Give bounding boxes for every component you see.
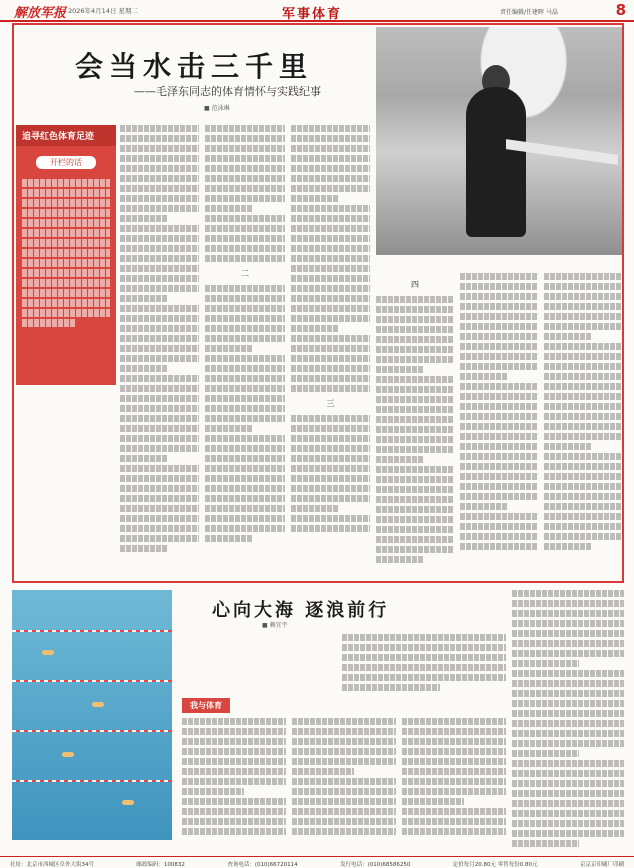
footer-post: 邮政编码：100832 bbox=[136, 862, 185, 868]
text-column bbox=[342, 634, 506, 694]
text-column bbox=[291, 125, 370, 575]
text-column bbox=[460, 273, 538, 573]
swimming-pool-photo bbox=[12, 590, 172, 840]
text-column bbox=[182, 718, 286, 838]
newspaper-logo: 解放军报 bbox=[14, 6, 67, 21]
footer-printer: 京京京印刷厂印刷 bbox=[579, 862, 624, 868]
section-mark: 四 bbox=[411, 280, 419, 289]
text-column bbox=[292, 718, 396, 838]
table-tennis-photo bbox=[376, 27, 622, 255]
text-column bbox=[376, 273, 454, 573]
text-column bbox=[120, 125, 199, 575]
footer-address: 社址：北京市西城区阜外大街34号 bbox=[10, 862, 94, 868]
main-feature bbox=[12, 23, 624, 583]
section-mark: 三 bbox=[326, 399, 335, 408]
page-number: 8 bbox=[615, 1, 626, 19]
page-footer bbox=[0, 856, 634, 868]
sidebar-badge: 开栏的话 bbox=[36, 156, 96, 169]
masthead bbox=[0, 0, 634, 22]
second-article-lede bbox=[342, 634, 506, 694]
article-body-left bbox=[120, 125, 370, 575]
second-article-title: 心向大海 逐浪前行 bbox=[212, 600, 390, 621]
second-article-body bbox=[182, 718, 506, 838]
article-title: 会当水击三千里 bbox=[74, 50, 313, 83]
article-body-right bbox=[376, 273, 622, 573]
second-feature bbox=[12, 590, 506, 852]
text-column bbox=[205, 125, 284, 575]
article-byline: ■ 范泳琳 bbox=[204, 105, 230, 112]
footer-phone: 查询电话：(010)66720114 bbox=[227, 862, 298, 868]
issue-date: 2026年4月14日 星期二 bbox=[68, 7, 139, 15]
article-subtitle: ——毛泽东同志的体育情怀与实践纪事 bbox=[134, 85, 321, 98]
sidebar-title: 追寻红色体育足迹 bbox=[16, 125, 116, 146]
text-column bbox=[544, 273, 622, 573]
photo-figure-body bbox=[466, 87, 526, 237]
footer-price: 定价每月20.80元 零售每份0.80元 bbox=[452, 862, 538, 868]
editor-credit: 责任编辑/任建晖 马晶 bbox=[500, 9, 558, 16]
column-intro-sidebar bbox=[16, 125, 116, 385]
text-column bbox=[402, 718, 506, 838]
sidebar-text bbox=[16, 175, 116, 333]
section-mark: 二 bbox=[240, 269, 249, 278]
section-title: 军事体育 bbox=[282, 7, 343, 22]
column-badge: 我与体育 bbox=[182, 698, 230, 713]
footer-dist: 发行电话：(010)68586250 bbox=[340, 862, 411, 868]
second-article-byline: ■ 赖宜宇 bbox=[262, 622, 288, 629]
continued-text bbox=[512, 590, 624, 852]
